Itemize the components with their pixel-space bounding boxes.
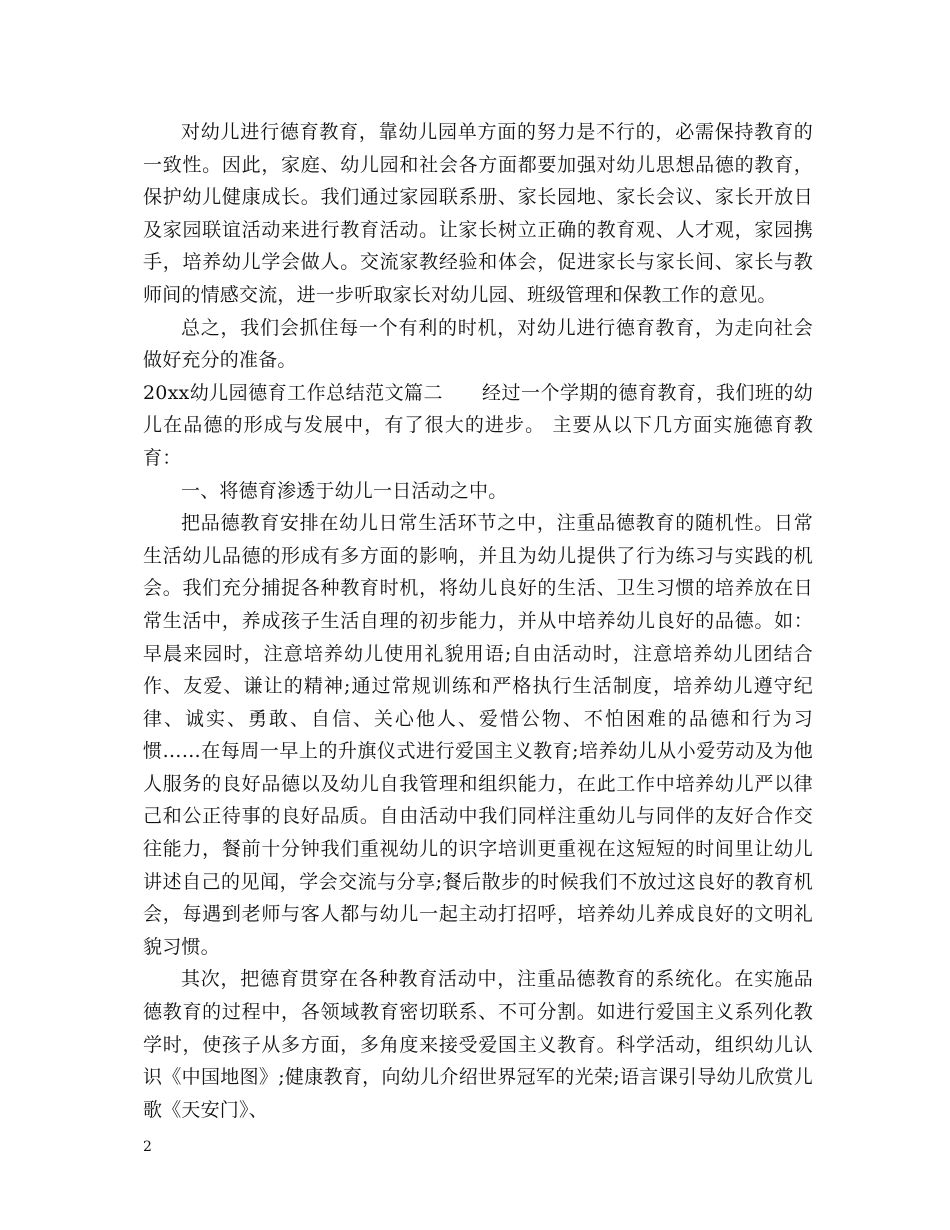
paragraph-2: 总之，我们会抓住每一个有利的时机，对幼儿进行德育教育，为走向社会做好充分的准备。 (143, 316, 813, 372)
paragraph-subheading: 一、将德育渗透于幼儿一日活动之中。 (181, 479, 508, 502)
document-body (143, 116, 813, 1126)
section-heading-paragraph: 20xx幼儿园德育工作总结范文篇二 经过一个学期的德育教育，我们班的幼儿在品德的形成与发展中，有了很大的进步。 主要从以下几方面实施德育教育： (143, 381, 813, 469)
paragraph-4: 其次，把德育贯穿在各种教育活动中，注重品德教育的系统化。在实施品德教育的过程中，各领域教育密切联系、不可分割。如进行爱国主义系列化教学时，使孩子从多方面，多角度来接受爱国主义教育。科学活动，组织幼儿认识《中国地图》;健康教育，向幼儿介绍世界冠军的光荣;语言课引导幼儿欣赏儿歌《天安门》、 (143, 968, 813, 1121)
paragraph-3: 把品德教育安排在幼儿日常生活环节之中，注重品德教育的随机性。日常生活幼儿品德的形成有多方面的影响，并且为幼儿提供了行为练习与实践的机会。我们充分捕捉各种教育时机，将幼儿良好的生活、卫生习惯的培养放在日常生活中，养成孩子生活自理的初步能力，并从中培养幼儿良好的品德。如：早晨来园时，注意培养幼儿使用礼貌用语;自由活动时，注意培养幼儿团结合作、友爱、谦让的精神;通过常规训练和严格执行生活制度，培养幼儿遵守纪律、诚实、勇敢、自信、关心他人、爱惜公物、不怕困难的品德和行为习惯……在每周一早上的升旗仪式进行爱国主义教育;培养幼儿从小爱劳动及为他人服务的良好品德以及幼儿自我管理和组织能力，在此工作中培养幼儿严以律己和公正待事的良好品质。自由活动中我们同样注重幼儿与同伴的友好合作交往能力，餐前十分钟我们重视幼儿的识字培训更重视在这短短的时间里让幼儿讲述自己的见闻，学会交流与分享;餐后散步的时候我们不放过这良好的教育机会，每遇到老师与客人都与幼儿一起主动打招呼，培养幼儿养成良好的文明礼貌习惯。 (143, 512, 813, 958)
paragraph-1: 对幼儿进行德育教育，靠幼儿园单方面的努力是不行的，必需保持教育的一致性。因此，家庭、幼儿园和社会各方面都要加强对幼儿思想品德的教育，保护幼儿健康成长。我们通过家园联系册、家长园地、家长会议、家长开放日及家园联谊活动来进行教育活动。让家长树立正确的教育观、人才观，家园携手，培养幼儿学会做人。交流家教经验和体会，促进家长与家长间、家长与教师间的情感交流，进一步听取家长对幼儿园、班级管理和保教工作的意见。 (143, 121, 813, 306)
page-number: 2 (143, 1139, 152, 1155)
